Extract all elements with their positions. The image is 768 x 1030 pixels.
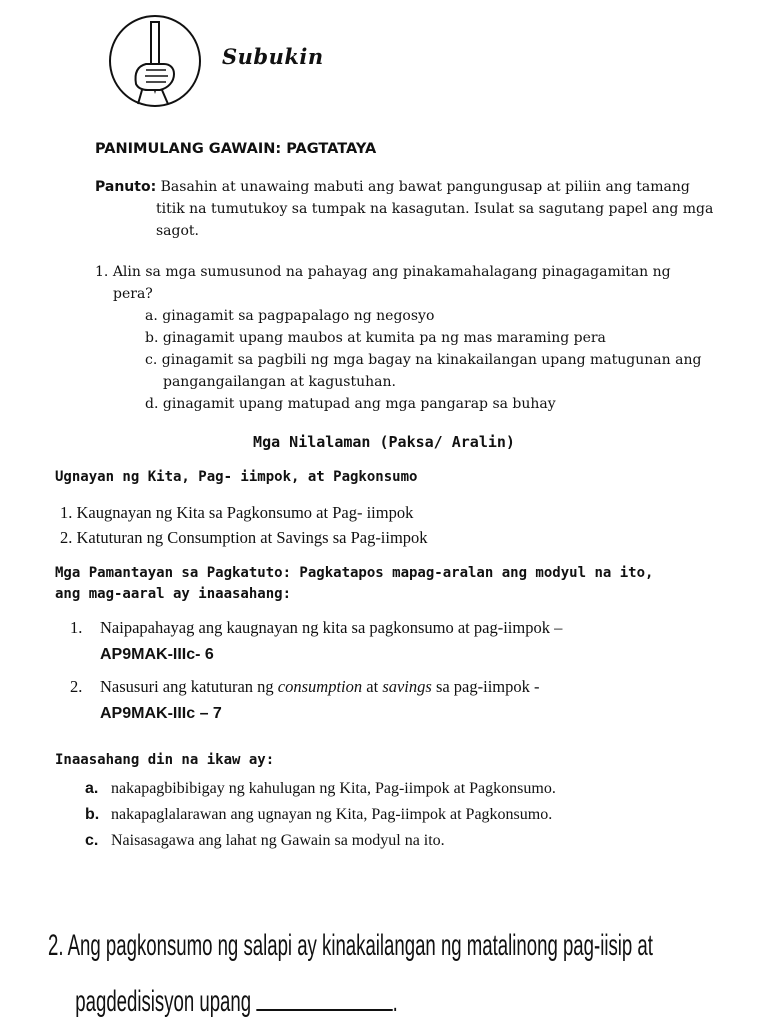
choice-letter: d. xyxy=(145,396,159,412)
objective-item xyxy=(85,802,556,828)
pamantayan-heading xyxy=(55,563,755,605)
choice-text-cont: pangangailangan at kagustuhan. xyxy=(163,374,396,390)
pamantayan-heading-line: ang mag-aaral ay inaasahang: xyxy=(55,586,292,602)
question-1-stem: Alin sa mga sumusunod na pahayag ang pinakamahalagang pinagagamitan ng xyxy=(112,264,671,280)
objective-list xyxy=(85,776,556,854)
hand-holding-pen-icon xyxy=(108,14,202,108)
choice-d xyxy=(145,393,760,415)
objective-letter: a. xyxy=(85,780,99,797)
objective-text: nakapaglalarawan ang ugnayan ng Kita, Pag-iimpok at Pagkonsumo. xyxy=(111,806,553,823)
competency-text: sa pag-iimpok - xyxy=(431,677,540,696)
question-2 xyxy=(48,918,653,1030)
choice-text: ginagamit upang matupad ang mga pangarap sa buhay xyxy=(162,396,556,412)
choice-letter: a. xyxy=(145,308,158,324)
objective-item xyxy=(85,776,556,802)
objective-text: Naisasagawa ang lahat ng Gawain sa modyul na ito. xyxy=(111,832,445,849)
choice-text: ginagamit sa pagbili ng mga bagay na kinakailangan upang matugunan ang xyxy=(161,352,702,368)
competency-number: 1. xyxy=(70,618,83,637)
section-title: Subukin xyxy=(222,44,324,69)
objective-letter: b. xyxy=(85,806,100,823)
choice-b xyxy=(145,327,760,349)
question-1-stem-cont: pera? xyxy=(113,286,153,302)
topic-item: 1. Kaugnayan ng Kita sa Pagkonsumo at Pag- iimpok xyxy=(60,503,414,522)
nilalaman-heading: Mga Nilalaman (Paksa/ Aralin) xyxy=(253,433,515,451)
question-2-end: . xyxy=(392,985,398,1018)
competency-code: AP9MAK-IIIc – 7 xyxy=(100,705,222,722)
objective-text: nakapagbibibigay ng kahulugan ng Kita, Pag-iimpok at Pagkonsumo. xyxy=(111,780,556,797)
choice-text: ginagamit upang maubos at kumita pa ng mas maraming pera xyxy=(162,330,606,346)
competency-number: 2. xyxy=(70,677,83,696)
answer-blank[interactable] xyxy=(256,979,392,1011)
inaasahang-heading: Inaasahang din na ikaw ay: xyxy=(55,752,275,768)
competency-term: savings xyxy=(382,677,432,696)
panuto-instructions xyxy=(95,176,755,242)
objective-letter: c. xyxy=(85,832,99,849)
question-1 xyxy=(95,261,755,305)
choice-a xyxy=(145,305,760,327)
question-2-line2: pagdedisisyon upang xyxy=(75,985,252,1018)
competency-2 xyxy=(70,677,540,723)
competency-text: Naipapahayag ang kaugnayan ng kita sa pagkonsumo at pag-iimpok – xyxy=(100,618,563,637)
choice-c xyxy=(145,349,760,393)
question-2-line2-wrap xyxy=(48,974,489,1030)
panuto-label: Panuto: xyxy=(95,179,157,195)
competency-code: AP9MAK-IIIc- 6 xyxy=(100,646,214,663)
panimula-heading: PANIMULANG GAWAIN: PAGTATAYA xyxy=(95,141,377,157)
competency-text: Nasusuri ang katuturan ng xyxy=(100,677,278,696)
choice-letter: c. xyxy=(145,352,158,368)
choice-letter: b. xyxy=(145,330,159,346)
competency-1 xyxy=(70,618,562,664)
panuto-line1: Basahin at unawaing mabuti ang bawat pangungusap at piliin ang tamang xyxy=(160,179,690,195)
panuto-rest: titik na tumutukoy sa tumpak na kasagutan. Isulat sa sagutang papel ang mga sagot. xyxy=(156,201,714,239)
pamantayan-heading-line: Mga Pamantayan sa Pagkatuto: Pagkatapos mapag-aralan ang modyul na ito, xyxy=(55,565,654,581)
topic-item: 2. Katuturan ng Consumption at Savings sa Pag-iimpok xyxy=(60,528,428,547)
question-2-line1: 2. Ang pagkonsumo ng salapi ay kinakailangan ng matalinong pag-iisip at xyxy=(48,929,653,962)
question-1-number: 1. xyxy=(95,264,109,280)
objective-item xyxy=(85,828,556,854)
logo-hand-pen xyxy=(108,14,202,108)
question-1-choices xyxy=(145,305,760,415)
choice-text: ginagamit sa pagpapalago ng negosyo xyxy=(162,308,435,324)
competency-term: consumption xyxy=(277,677,363,696)
ugnayan-heading: Ugnayan ng Kita, Pag- iimpok, at Pagkonsumo xyxy=(55,469,418,485)
competency-text: at xyxy=(362,677,383,696)
topic-list xyxy=(60,500,428,550)
